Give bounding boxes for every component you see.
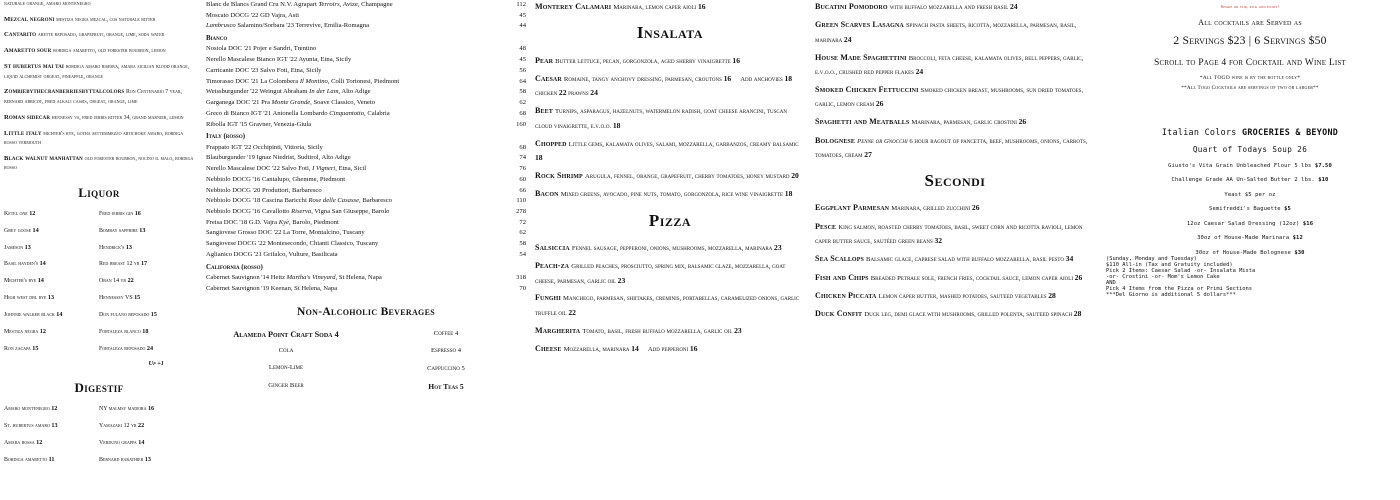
digestif-row: NY malmsy madeira 16	[99, 405, 155, 413]
menu-item-name: Bucatini Pomodoro	[815, 2, 890, 11]
grocery-row: 30oz of House-Made Marinara $12	[1197, 235, 1303, 241]
menu-item-name: Pesce	[815, 221, 839, 231]
wine-column	[200, 0, 530, 500]
menu-item-name: Chopped	[535, 138, 569, 148]
craft-soda-options	[206, 346, 366, 391]
menu-item-name: Caesar	[535, 74, 564, 84]
menu-item-name: Salsiccia	[535, 242, 572, 252]
groceries-rows	[1106, 163, 1394, 256]
wine-row	[206, 228, 526, 239]
digestif-row: Bordiga amaretto 11	[4, 455, 55, 463]
menu-item-description: Smoked chicken breast, mushrooms, sun dried tomatoes, garlic, lemon cream	[815, 87, 1084, 109]
cocktail-name: Zombiebythecranberriesbyttalcolors	[4, 88, 126, 96]
groceries-title-label: GROCERIES & BEYOND	[1241, 127, 1339, 137]
menu-item	[815, 51, 1095, 79]
menu-item-name: Beet	[535, 106, 555, 116]
wine-row	[206, 21, 526, 32]
wine-name: Sangiovese DOCG '22 Montesecondo, Chianti Classico, Tuscany	[206, 240, 379, 248]
menu-item	[535, 187, 805, 201]
menu-item-price: 16	[723, 74, 732, 84]
notes-groceries-column	[1100, 0, 1400, 500]
non-alcoholic-lists	[206, 329, 526, 400]
pasta-secondi-column	[810, 0, 1100, 500]
wine-row	[206, 11, 526, 22]
menu-item	[815, 307, 1095, 321]
digestif-lists	[4, 404, 194, 471]
grocery-footer-line: Pick 4 Items from the Pizza or Primi Sections	[1106, 285, 1253, 292]
menu-item-addon: Add anchovies 18 chicken 22 prawns 24	[535, 74, 793, 98]
cocktail-item	[4, 113, 194, 124]
cocktail-item	[4, 62, 194, 82]
liquor-row: Basil hayden's 14	[4, 260, 46, 268]
menu-item-price: 18	[612, 120, 621, 130]
menu-item	[815, 201, 1095, 215]
craft-soda-option: Cola	[278, 347, 294, 355]
menu-item-name: Eggplant Parmesan	[815, 203, 892, 213]
digestif-row: Yamazaki 12 yr 22	[99, 421, 145, 429]
cocktail-description: michter's rye, gotha settemmezzo artichoke amaro, bordiga rosso vermouth	[4, 130, 184, 147]
menu-item-description: Spinach pasta sheets, ricotta, mozzarella, parmesan, basil, marinara	[815, 22, 1077, 44]
menu-item-price: 26	[1074, 272, 1083, 282]
wine-row	[206, 98, 526, 109]
wine-price: 48	[519, 45, 526, 53]
espresso-item: Espresso 4	[430, 347, 462, 355]
menu-item-description: Manchego, parmesan, shiitakes, creminis, portabellas, caramelized onions, garlic truffle oil	[535, 295, 800, 317]
menu-item	[535, 104, 805, 132]
menu-item-price: 26	[971, 203, 980, 213]
menu-item	[815, 252, 1095, 266]
wine-name: Frappato IGT '22 Occhipinti, Vittoria, Sicily	[206, 143, 323, 151]
menu-item	[535, 241, 805, 255]
menu-item-price: 22	[568, 307, 576, 317]
cocktail-name: Cantarito	[4, 31, 38, 39]
menu-item-description: Arugula, fennel, orange, grapefruit, cherry tomatoes, honey mustard	[584, 172, 792, 180]
liquor-row: Johnnie walker black 14	[4, 311, 63, 319]
menu-item-name: Rock Shrimp	[535, 170, 585, 180]
menu-item-description: Marinara, grilled zucchini	[891, 205, 972, 213]
wine-row	[206, 273, 526, 284]
wine-row	[206, 186, 526, 197]
liquor-row: Bombay sapphire 13	[99, 226, 146, 234]
pasta-list	[815, 0, 1095, 162]
menu-item-price: 14	[631, 344, 639, 354]
grocery-footer-line: -or- Crostini -or- Mom's Lemon Cake	[1106, 273, 1220, 280]
menu-item	[815, 115, 1095, 129]
menu-item-name: Bolognese	[815, 135, 858, 145]
menu-item-description: Broccoli, feta cheese, kalamata olives, bell peppers, garlic, e.v.o.o., crushed red pepper flakes	[815, 54, 1084, 77]
menu-item-price: 26	[1018, 117, 1027, 127]
menu-item-description: Grilled peaches, prosciutto, spring mix, balsamic glaze, mozzarella, goat cheese, parmesan, garlic oil	[535, 263, 786, 285]
wine-row	[206, 44, 526, 55]
wine-name: Cabernet Sauvignon '19 Keenan, St Helena, Napa	[206, 284, 338, 292]
non-alcoholic-heading: Non-Alcoholic Beverages	[297, 306, 435, 319]
cocktail-name: Black walnut manhattan	[4, 154, 85, 162]
wine-california-list	[206, 273, 526, 294]
menu-item-price: 32	[934, 236, 943, 246]
wine-price: 54	[519, 250, 526, 258]
wine-name: Weissburgunder '22 Weingut Abraham In der Lam, Alto Adige	[206, 88, 371, 96]
groceries-section	[1106, 127, 1394, 298]
groceries-title-brand: Italian Colors	[1161, 127, 1242, 137]
menu-item-description: Marinara, parmesan, garlic crostini	[911, 119, 1019, 127]
menu-item-description: Marinara, lemon caper aioli	[613, 4, 698, 11]
wine-name: Blauburgunder '19 Ignaz Niedrist, Sudtirol, Alto Adige	[206, 154, 351, 162]
menu-item-name: Green Scarves Lasagna	[815, 20, 906, 30]
menu-item-description: Mixed greens, avocado, pine nuts, tomato, gorgonzola, rice wine vinaigrette	[560, 191, 785, 199]
menu-item-description: Mozzarella, marinara	[563, 346, 632, 354]
wine-row	[206, 175, 526, 186]
wine-price: 72	[519, 218, 526, 226]
menu-item-description: King salmon, roasted cherry tomatoes, basil, sweet corn and ricotta ravioli, lemon caper butter sauce, sautéed green beans	[815, 223, 1083, 246]
menu-item-name: Pear	[535, 55, 556, 65]
wine-row	[206, 0, 526, 11]
cocktail-name: St hubertus mai tai	[4, 63, 66, 71]
liquor-list-right	[99, 209, 194, 361]
wine-bianco-label: Bianco	[206, 35, 228, 43]
wine-name: Nebbiolo DOCG '20 Produttori, Barbaresco	[206, 186, 322, 194]
wine-name: Cabernet Sauvignon '14 Heitz Martha's Vineyard, St Helena, Napa	[206, 273, 382, 281]
wine-price: 74	[519, 154, 526, 162]
digestif-heading: Digestif	[74, 379, 124, 395]
menu-item-description: Fennel sausage, pepperoni, onions, mushrooms, mozzarella, marinara	[571, 244, 775, 252]
menu-item-price: 24	[915, 67, 924, 77]
cappuccino-item: Cappuccino 5	[427, 364, 465, 372]
wine-row	[206, 55, 526, 66]
cocktail-name: Mezcal negroni	[4, 15, 57, 23]
menu-item	[815, 83, 1095, 111]
scroll-to-page-note: Scroll to Page 4 for Cocktail and Wine List	[1153, 57, 1347, 68]
menu-item	[815, 289, 1095, 303]
grocery-row: 30oz of House-Made Bolognese $30	[1195, 249, 1305, 256]
menu-item	[815, 271, 1095, 285]
cocktails-liquor-column	[0, 0, 200, 500]
menu-item-price: 16	[697, 2, 706, 11]
cocktail-item	[4, 0, 194, 9]
menu-item-description: with buffalo mozzarella and fresh basil	[889, 4, 1010, 11]
menu-item-name: Monterey Calamari	[535, 2, 614, 11]
liquor-row: Oban 14 yr 22	[99, 277, 134, 285]
groceries-title	[1106, 127, 1394, 137]
cocktail-item	[4, 30, 194, 41]
digestif-row: Verduno grappa 14	[99, 438, 145, 446]
cocktail-item	[4, 154, 194, 174]
wine-name: Lambrusco Salamino/Sorbara '23 Terrevive, Emilia-Romagna	[206, 22, 370, 30]
wine-row	[206, 207, 526, 218]
menu-item	[815, 0, 1095, 14]
liquor-up-note: Up +1	[148, 359, 164, 367]
menu-item	[535, 324, 805, 338]
cocktail-name: Amaretto sour	[4, 47, 54, 55]
menu-item-price: 24	[1009, 2, 1018, 11]
wine-price: 58	[519, 88, 526, 96]
wine-name: Freisa DOC '18 G.D. Vajra Kyè, Barolo, Piedmont	[206, 218, 339, 226]
liquor-row: Ron zacapa 15	[4, 344, 39, 352]
coffee-group	[366, 329, 526, 400]
digestif-row: St. hubertus amaro 13	[4, 421, 58, 429]
liquor-row: High west dbl rye 13	[4, 294, 55, 302]
secondi-heading: Secondi	[924, 171, 986, 191]
menu-item-price: 23	[734, 325, 742, 335]
menu-item-name: Smoked Chicken Fettuccini	[815, 85, 921, 95]
menu-item-price: 20	[791, 170, 799, 180]
liquor-row: Hendrick's 13	[99, 243, 132, 251]
cocktail-pricing-note: 2 Servings $23 | 6 Servings $50	[1173, 34, 1327, 47]
menu-item-price: 23	[617, 275, 626, 285]
grocery-row: Giusto's Vita Grain Unbleached Flour 5 lbs $7.50	[1168, 162, 1332, 169]
cocktail-description: Ron Centenario 7 year, bernard abricot, fred alkali cassis, orgeat, orange, lime	[4, 89, 182, 106]
pizza-heading: Pizza	[648, 210, 692, 230]
menu-item	[815, 18, 1095, 46]
cocktail-description: arette reposado, grapefruit, orange, lime, soda water	[37, 32, 165, 39]
grocery-footer-line: AND	[1106, 279, 1116, 286]
wine-price: 58	[519, 240, 526, 248]
menu-item-description: Duck leg, demi glace with mushrooms, grilled polenta, sauteed spinach	[864, 311, 1074, 319]
menu-item-price: 34	[1065, 254, 1074, 264]
wine-row	[206, 120, 526, 131]
wine-price: 45	[519, 56, 526, 64]
wine-price: 68	[519, 143, 526, 151]
cocktail-name: Roman sidecar	[4, 113, 52, 121]
menu-item-price: 24	[843, 34, 852, 44]
liquor-row: Don fulano reposado 15	[99, 311, 157, 319]
wine-sparkling-list	[206, 0, 526, 32]
menu-item-price: 28	[1073, 309, 1082, 319]
wine-name: Nebbiolo DOCG '18 Cascina Baricchi Rose delle Casasse, Barbaresco	[206, 197, 392, 205]
grocery-footer-line: Pick 2 Items: Caesar Salad -or- Insalata Mista	[1106, 267, 1256, 274]
togo-wine-note: *All TOGO wine is by the bottle only*	[1199, 75, 1301, 81]
liquor-row: Jameson 13	[4, 243, 31, 251]
craft-soda-heading: Alameda Point Craft Soda 4	[233, 330, 339, 340]
wine-row	[206, 218, 526, 229]
menu-item	[535, 291, 805, 319]
wine-row	[206, 143, 526, 154]
wine-name: Nebbiolo DOCG '16 Cantalupo, Ghemme, Piedmont	[206, 175, 346, 183]
wine-price: 56	[519, 66, 526, 74]
wine-name: Nerello Mascalese DOC '22 Salvo Foti, I Vigneri, Etna, Sicil	[206, 165, 367, 173]
menu-item-price: 18	[784, 189, 793, 199]
wine-price: 62	[519, 229, 526, 237]
menu-item	[535, 342, 805, 356]
wine-row	[206, 87, 526, 98]
cocktail-description: hennessy vs, fred jerbis bitter 34, grand marnier, lemon	[51, 114, 184, 121]
wine-row	[206, 153, 526, 164]
wine-row	[206, 77, 526, 88]
wine-name: Sangiovese Grosso DOC '22 La Torre, Montalcino, Tuscany	[206, 229, 365, 237]
menu-item	[535, 0, 805, 14]
liquor-row: Fortaleza blanco 18	[99, 327, 149, 335]
menu-item-name: Chicken Piccata	[815, 290, 879, 300]
wine-bianco-list	[206, 44, 526, 130]
menu-item-price: 26	[875, 99, 884, 109]
wine-price: 318	[516, 273, 526, 281]
menu-item-description: Little gems, kalamata olives, salami, mozzarella, garbanzos, creamy balsamic	[568, 140, 799, 148]
menu-item-name: Peach-za	[535, 261, 572, 271]
menu-item-price: 16	[732, 55, 741, 65]
cocktail-item	[4, 87, 194, 107]
menu-item-name: Spaghetti and Meatballs	[815, 117, 912, 127]
menu-item	[535, 169, 805, 183]
menu-item-name: Sea Scallops	[815, 254, 867, 264]
craft-soda-group	[206, 329, 366, 400]
menu-item-description: Breaded Petrale sole, french fries, cocktail sauce, lemon caper aioli	[870, 274, 1075, 282]
wine-price: 44	[519, 22, 526, 30]
grocery-row: Challenge Grade AA Un-Salted Butter 2 lbs. $10	[1171, 177, 1329, 183]
wine-row	[206, 284, 526, 295]
wine-italy-rosso-label: Italy (rosso)	[206, 133, 246, 141]
liquor-row: Fred jerbis gin 16	[99, 209, 141, 217]
menu-item	[535, 259, 805, 287]
liquor-row: Ketel one 12	[4, 209, 36, 217]
liquor-list-left	[4, 209, 99, 361]
menu-item	[535, 137, 805, 165]
insalata-pizza-column	[530, 0, 810, 500]
menu-item	[535, 54, 805, 68]
liquor-row: Mestiza negra 12	[4, 327, 46, 335]
menu-item-description: Penne or Gnocchi 6 hour ragout of pancetta, beef, mushrooms, onions, carrots, tomatoes, cream	[815, 137, 1088, 160]
menu-item-name: Duck Confit	[815, 309, 865, 319]
menu-item-price: 28	[1048, 290, 1056, 300]
menu-item-price: 23	[774, 242, 782, 252]
liquor-row: Red breast 12 yr 17	[99, 260, 148, 268]
groceries-subtitle: Quart of Todays Soup 26	[1192, 145, 1308, 154]
menu-item-description: Butter lettuce, pecan, gorgonzola, aged sherry vinaigrette	[555, 57, 733, 65]
groceries-footer	[1106, 256, 1394, 298]
menu-item-name: Margherita	[535, 325, 583, 335]
wine-name: Nebbiolo DOCG '16 Cavallotto Riserva, Vigna San Giuseppe, Barolo	[206, 207, 390, 215]
menu-item-description: Balsamic glace, caprese salad with buffalo mozzarella, basil pesto	[866, 256, 1066, 264]
wine-name: Moscato DOCG '22 GD Vajra, Asti	[206, 11, 300, 19]
menu-item-description: Turnips, asparagus, hazelnuts, watermelon radish, goat cheese arancini, tuscan cloud vinaigrette, e.v.o.o.	[535, 108, 787, 130]
menu-item	[815, 134, 1095, 162]
wine-name: Garganega DOC '21 Pra Monte Grande, Soave Classico, Veneto	[206, 99, 376, 107]
wine-row	[206, 239, 526, 250]
menu-item-addon: Add pepperoni 16	[647, 344, 698, 354]
wine-price: 64	[519, 77, 526, 85]
cocktail-description: old forester bourbon, nocino il malo, bordiga rosso	[4, 155, 194, 172]
digestif-row: Bernard barathier 13	[99, 455, 151, 463]
cocktail-item	[4, 46, 194, 57]
menu-item-name: House Made Spaghettini	[815, 52, 909, 62]
cocktail-name: Little italy	[4, 129, 44, 137]
wine-price: 68	[519, 109, 526, 117]
wine-price: 112	[516, 1, 526, 8]
craft-soda-option: Lemon-Lime	[268, 364, 304, 372]
cocktail-description: naturale orange, amaro montenegro	[4, 1, 91, 7]
wine-row	[206, 109, 526, 120]
cocktail-description: bordiga amaretto, old forester bourbon, lemon	[53, 48, 166, 55]
grocery-row: Yeast $5 per oz	[1224, 191, 1276, 198]
wine-name: Greco di Bianco IGT '21 Antonella Lombardo Cinquantotto, Calabria	[206, 109, 390, 117]
grocery-row: Semifreddi's Baguette $5	[1209, 206, 1291, 212]
wine-price: 76	[519, 165, 526, 173]
insalata-heading: Insalata	[636, 23, 704, 43]
digestif-list-left	[4, 404, 99, 471]
shake-or-stir-note: Shake or stir, pick and enjoy!	[1220, 4, 1280, 9]
menu-item	[815, 220, 1095, 248]
wine-row	[206, 250, 526, 261]
wine-row	[206, 164, 526, 175]
calamari-item	[535, 0, 805, 14]
wine-name: Nosiola DOC '21 Pojer e Sandri, Trentino	[206, 45, 317, 53]
cocktail-description: mestiza negra mezcal, cos naturale bitter	[56, 16, 156, 23]
menu-item-price: 27	[864, 150, 872, 160]
wine-price: 160	[516, 120, 526, 128]
menu-item-name: Cheese	[535, 344, 564, 354]
menu-item	[535, 72, 805, 100]
grocery-footer-line: ***Del Giorno is additional 5 dollars***	[1106, 291, 1236, 298]
liquor-row: Grey goose 14	[4, 226, 39, 234]
grocery-footer-line: $110 All-in (Tax and Gratuity included)	[1106, 261, 1233, 268]
menu-item-description: Tomato, basil, fresh buffalo mozzarella, garlic oil	[582, 327, 735, 335]
menu-item-name: Funghi	[535, 293, 564, 303]
coffee-item: Coffee 4	[433, 330, 459, 338]
wine-price: 60	[519, 175, 526, 183]
cocktail-servings-note: All cocktails are Served as	[1198, 18, 1302, 27]
cocktail-item	[4, 15, 194, 26]
hot-teas-item: Hot Teas 5	[428, 381, 464, 391]
menu-item-description: Lemon caper butter, mashed potatoes, sauteed vegetables	[878, 292, 1049, 300]
liquor-row: Hennessey VS 15	[99, 294, 141, 302]
wine-price: 45	[519, 11, 526, 19]
wine-name: Carricante DOC '23 Salvo Foti, Etna, Sicily	[206, 66, 322, 74]
craft-soda-option: Ginger Beer	[268, 381, 304, 389]
togo-cocktails-note: **All Togo Cocktails are servings of two or larger**	[1181, 85, 1319, 91]
grocery-row: 12oz Caesar Salad Dressing (12oz) $16	[1186, 220, 1314, 227]
wine-name: Nerello Mascalese Bianco IGT '22 Ayunta, Etna, Sicily	[206, 56, 352, 64]
cocktail-description: bordiga amaro riserva, amara sicilian blood orange, liquid alchemist orgeat, pineapple, orange	[4, 64, 190, 80]
menu-item-name: Fish and Chips	[815, 272, 871, 282]
wine-price: 70	[519, 284, 526, 292]
digestif-list-right	[99, 404, 194, 471]
wine-row	[206, 196, 526, 207]
wine-name: Timorasso DOC '21 La Colombera Il Montino, Colli Tortonesi, Piedmont	[206, 77, 400, 85]
cocktail-list	[4, 0, 194, 174]
digestif-row: Amaro montenegro 12	[4, 405, 58, 413]
liquor-row: Michter's rye 14	[4, 277, 44, 285]
wine-price: 278	[516, 207, 526, 215]
wine-row	[206, 66, 526, 77]
wine-price: 62	[519, 99, 526, 107]
menu-item-price: 18	[535, 153, 543, 163]
wine-italy-rosso-list	[206, 143, 526, 261]
liquor-heading: Liquor	[78, 184, 120, 200]
secondi-list	[815, 201, 1095, 321]
wine-name: Aglianico DOCG '21 Grifalco, Vulture, Basilicata	[206, 250, 338, 258]
menu-item-description: Romaine, tangy anchovy dressing, parmesan, croutons	[563, 76, 724, 84]
liquor-row: Fortaleza reposado 24	[99, 344, 154, 352]
wine-california-label: California (rosso)	[206, 263, 263, 271]
menu-item-name: Bacon	[535, 189, 561, 199]
wine-name: Blanc de Blancs Grand Cru N.V. Agrapart Terroirs, Avize, Champagne	[206, 1, 393, 8]
insalata-list	[535, 54, 805, 202]
liquor-lists	[4, 209, 194, 361]
cocktail-item	[4, 129, 194, 149]
wine-price: 110	[516, 197, 526, 205]
wine-price: 66	[519, 186, 526, 194]
pizza-list	[535, 241, 805, 357]
wine-name: Ribolla IGT '15 Gravner, Venezia-Giula	[206, 120, 312, 128]
grocery-footer-line: (Sunday, Monday and Tuesday)	[1106, 255, 1197, 262]
digestif-row: Amara rossa 12	[4, 438, 43, 446]
